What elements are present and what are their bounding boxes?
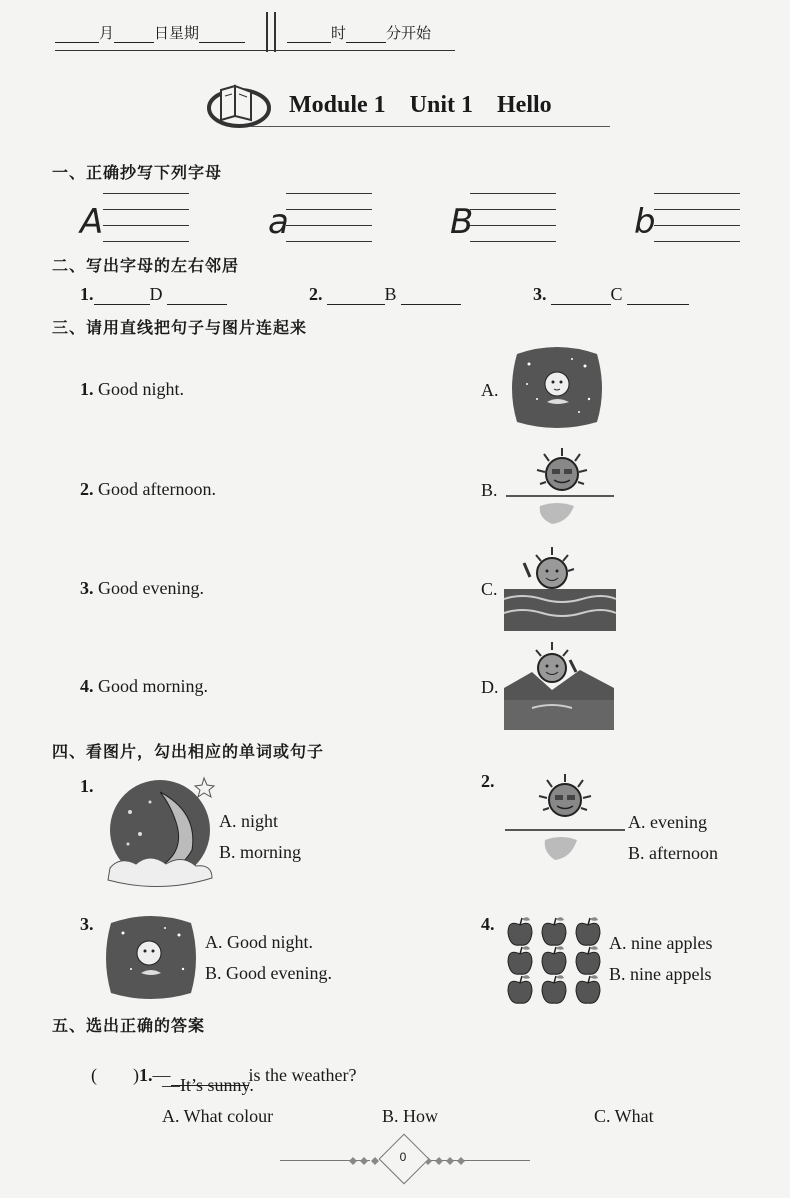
writing-lines-4[interactable] bbox=[654, 193, 740, 242]
item-number-2: 2. bbox=[481, 771, 495, 791]
date-header bbox=[0, 0, 790, 56]
item-number: 4. bbox=[80, 676, 94, 696]
sentence-text: Good night. bbox=[98, 379, 185, 399]
page-title: Module 1 Unit 1 Hello bbox=[289, 92, 552, 118]
crescent-moon-picture bbox=[100, 772, 225, 894]
option-4b[interactable]: B. nine appels bbox=[609, 964, 712, 984]
option-a[interactable]: A. What colour bbox=[162, 1106, 274, 1126]
writing-lines-2[interactable] bbox=[286, 193, 372, 242]
section2-heading: 二、写出字母的左右邻居 bbox=[52, 256, 240, 275]
item-number-4: 4. bbox=[481, 914, 495, 934]
answer-blank[interactable] bbox=[401, 304, 461, 305]
answer-blank[interactable] bbox=[167, 304, 227, 305]
option-3a[interactable]: A. Good night. bbox=[205, 932, 313, 952]
diamond-ornament-icon bbox=[345, 1151, 385, 1171]
page-number: 0 bbox=[399, 1150, 407, 1164]
neighbor-item-1 bbox=[80, 284, 227, 305]
option-b[interactable]: B. How bbox=[382, 1106, 439, 1126]
nine-apples-picture bbox=[503, 915, 608, 1005]
item-number-1: 1. bbox=[80, 776, 94, 796]
match-sentence-2[interactable] bbox=[80, 479, 216, 500]
header-underline bbox=[55, 50, 455, 51]
option-2b[interactable]: B. afternoon bbox=[628, 843, 718, 863]
match-sentence-1[interactable] bbox=[80, 379, 184, 400]
month-blank[interactable] bbox=[55, 42, 99, 43]
item-number: 1. bbox=[80, 379, 94, 399]
night-moon-picture-2 bbox=[101, 913, 201, 1003]
title-underline bbox=[250, 126, 610, 127]
weekday-blank[interactable] bbox=[199, 42, 245, 43]
answer-blank[interactable] bbox=[551, 304, 611, 305]
title-block bbox=[205, 80, 615, 135]
night-moon-picture[interactable] bbox=[507, 344, 607, 432]
letter-model-1: A bbox=[80, 202, 104, 242]
option-4a[interactable]: A. nine apples bbox=[609, 933, 713, 953]
option-c[interactable]: C. What bbox=[594, 1106, 654, 1126]
sentence-text: Good evening. bbox=[98, 578, 204, 598]
picture-label-c: C. bbox=[481, 579, 498, 599]
option-3b[interactable]: B. Good evening. bbox=[205, 963, 332, 983]
given-letter: C bbox=[610, 284, 623, 304]
writing-lines-3[interactable] bbox=[470, 193, 556, 242]
picture-label-d: D. bbox=[481, 677, 499, 697]
day-week-label: 日星期 bbox=[154, 24, 200, 42]
picture-label-b: B. bbox=[481, 480, 498, 500]
letter-model-3: B bbox=[450, 202, 474, 242]
minute-blank[interactable] bbox=[346, 42, 386, 43]
section4-heading: 四、看图片，勾出相应的单词或句子 bbox=[52, 742, 325, 761]
sun-horizon-picture[interactable] bbox=[502, 444, 617, 534]
question-number: 1. bbox=[139, 1065, 153, 1085]
month-label: 月 bbox=[99, 24, 115, 42]
section5-heading: 五、选出正确的答案 bbox=[52, 1016, 206, 1035]
letter-model-4: b bbox=[634, 202, 656, 242]
question-dash: — bbox=[152, 1065, 171, 1085]
question-text: is the weather? bbox=[248, 1065, 357, 1085]
given-letter: B bbox=[384, 284, 397, 304]
option-2a[interactable]: A. evening bbox=[628, 812, 707, 832]
item-number: 3. bbox=[533, 284, 547, 304]
answer-paren[interactable]: ( ) bbox=[91, 1065, 139, 1085]
option-1b[interactable]: B. morning bbox=[219, 842, 302, 862]
sun-mountains-picture[interactable] bbox=[502, 640, 617, 732]
match-sentence-4[interactable] bbox=[80, 676, 208, 697]
item-number: 2. bbox=[80, 479, 94, 499]
section1-heading: 一、正确抄写下列字母 bbox=[52, 163, 223, 182]
option-1a[interactable]: A. night bbox=[219, 811, 279, 831]
picture-label-a: A. bbox=[481, 380, 499, 400]
sun-horizon-picture-2 bbox=[503, 772, 628, 872]
item-number: 2. bbox=[309, 284, 323, 304]
hour-label: 时 bbox=[331, 24, 347, 42]
header-divider bbox=[266, 12, 276, 52]
day-blank[interactable] bbox=[114, 42, 154, 43]
item-number: 3. bbox=[80, 578, 94, 598]
letter-model-2: a bbox=[268, 202, 289, 242]
sentence-text: Good afternoon. bbox=[98, 479, 216, 499]
sentence-text: Good morning. bbox=[98, 676, 208, 696]
neighbor-item-3 bbox=[533, 284, 689, 305]
item-number: 1. bbox=[80, 284, 94, 304]
writing-lines-1[interactable] bbox=[103, 193, 189, 242]
answer-blank[interactable] bbox=[327, 304, 385, 305]
question-1-reply: —It’s sunny. bbox=[162, 1075, 254, 1095]
answer-blank[interactable] bbox=[627, 304, 689, 305]
sun-sea-picture[interactable] bbox=[502, 543, 617, 633]
page-footer bbox=[0, 1145, 790, 1185]
match-sentence-3[interactable] bbox=[80, 578, 204, 599]
neighbor-item-2 bbox=[309, 284, 461, 305]
item-number-3: 3. bbox=[80, 914, 94, 934]
minute-start-label: 分开始 bbox=[386, 24, 432, 42]
hour-blank[interactable] bbox=[287, 42, 331, 43]
section3-heading: 三、请用直线把句子与图片连起来 bbox=[52, 318, 308, 337]
answer-blank[interactable] bbox=[94, 304, 150, 305]
given-letter: D bbox=[149, 284, 163, 304]
book-logo-icon bbox=[205, 80, 275, 132]
